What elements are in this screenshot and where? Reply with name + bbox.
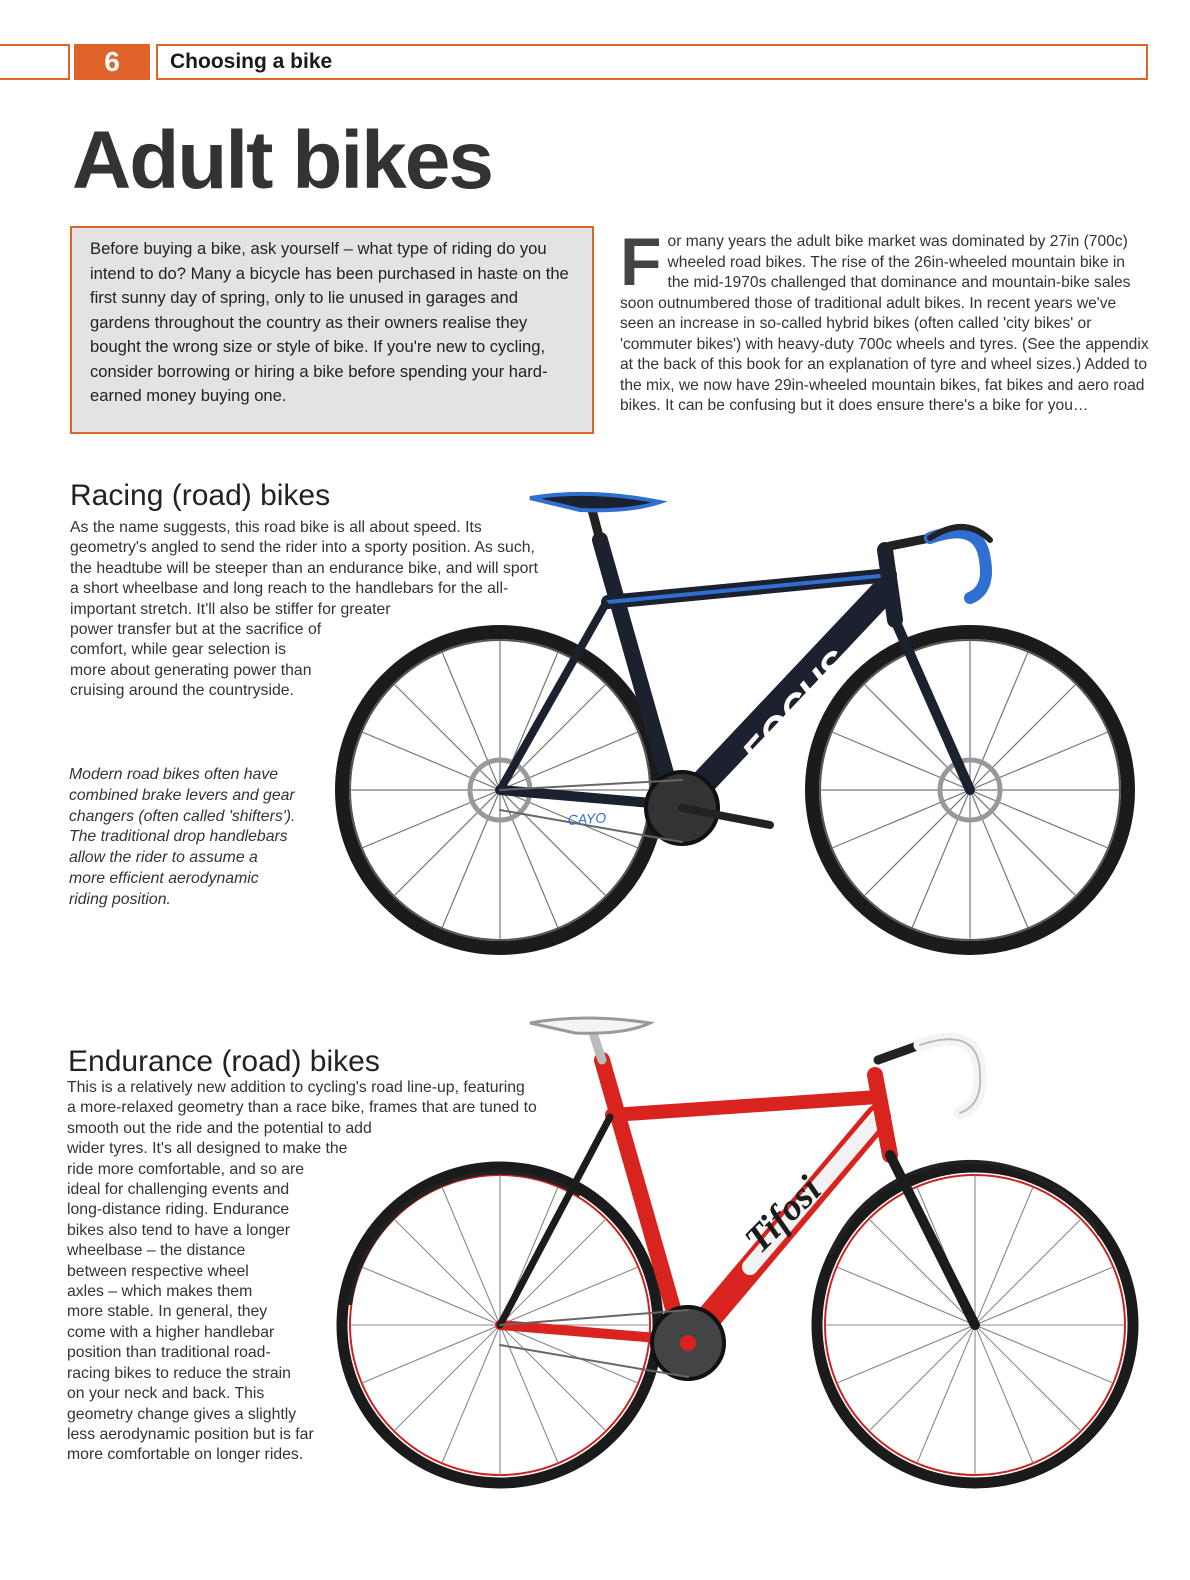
caption-line: riding position. [69,890,171,908]
endurance-line: ideal for challenging events and [67,1181,290,1199]
caption-line: The traditional drop handlebars [69,828,288,846]
racing-heading: Racing (road) bikes [70,479,331,512]
endurance-line: between respective wheel [67,1262,249,1280]
endurance-line: axles – which makes them [67,1283,253,1301]
racing-line: the headtube will be steeper than an endurance bike, and will sport [70,559,539,577]
endurance-heading: Endurance (road) bikes [68,1045,380,1078]
seat-tube [602,1060,682,1340]
caption-line: allow the rider to assume a [69,849,258,867]
endurance-bike-image [330,1005,1150,1505]
page-title: Adult bikes [72,115,492,206]
caption-line: more efficient aerodynamic [69,869,259,887]
endurance-line: long-distance riding. Endurance [67,1201,290,1219]
head-tube [885,550,895,620]
endurance-line: geometry change gives a slightly [67,1405,297,1423]
page-number: 6 [74,44,150,80]
racing-caption [69,765,329,911]
endurance-line: position than traditional road- [67,1344,271,1362]
racing-line: a short wheelbase and long reach to the handlebars for the all- [70,580,509,598]
endurance-line: come with a higher handlebar [67,1323,275,1341]
racing-line: geometry's angled to send the rider into a sporty position. As such, [70,539,535,557]
frame-brand-text: Tifosi [736,1168,830,1262]
endurance-line: ride more comfortable, and so are [67,1160,305,1178]
endurance-line: This is a relatively new addition to cycling's road line-up, featuring [67,1079,525,1096]
endurance-line: less aerodynamic position but is far [67,1425,314,1443]
top-tube [612,1097,878,1115]
caption-line: combined brake levers and gear [69,786,295,804]
saddle [530,494,660,511]
caption-line: changers (often called 'shifters'). [69,807,296,825]
lead-text: or many years the adult bike market was dominated by 27in (700c) wheeled road bikes. The rise of the 26in-wheeled mountain bike in the mid-1970s challenged that dominance and mountain-bike sales soon outnumbered those of traditional adult bikes. In recent years we've seen an increase in so-called hybrid bikes (often called 'city bikes' or 'commuter bikes') with heavy-duty 700c wheels and tyres. (See the appendix at the back of this book for an explanation of tyre and wheel sizes.) Added to the mix, we now have 29in-wheeled mountain bikes, fat bikes and aero road bikes. It can be confusing but it does ensure there's a bike for you… [620,233,1149,414]
endurance-line: smooth out the ride and the potential to add [67,1119,372,1137]
racing-line: cruising around the countryside. [70,682,294,700]
head-tube [875,1075,890,1155]
racing-line: more about generating power than [70,661,312,679]
intro-box: Before buying a bike, ask yourself – what type of riding do you intend to do? Many a bicycle has been purchased in haste on the first sunny day of spring, only to lie unused in garages and gardens throughout the country as their owners realise they bought the wrong size or style of bike. If you're new to cycling, consider borrowing or hiring a bike before spending your hard-earned money buying one. [70,226,594,434]
frame-model-text: CAYO [567,809,607,828]
racing-line: power transfer but at the sacrifice of [70,621,322,639]
handlebar-tape [930,532,986,598]
drop-cap: F [620,224,662,300]
seatstay [500,1117,610,1325]
endurance-line: racing bikes to reduce the strain [67,1364,291,1382]
endurance-line: wheelbase – the distance [67,1242,246,1260]
handlebar-tape [920,1039,980,1113]
header-left-rule [0,44,70,80]
endurance-line: on your neck and back. This [67,1385,265,1403]
endurance-line: more comfortable on longer rides. [67,1446,304,1464]
lead-paragraph [620,224,1150,417]
caption-line: Modern road bikes often have [69,766,279,783]
endurance-line: wider tyres. It's all designed to make the [67,1140,348,1158]
racing-line: important stretch. It'll also be stiffer for greater [70,600,391,618]
endurance-line: more stable. In general, they [67,1303,268,1321]
section-title: Choosing a bike [156,44,1148,80]
racing-bike-image [330,480,1150,970]
frame-brand-text: FOCUS [733,642,861,777]
racing-line: As the name suggests, this road bike is all about speed. Its [70,519,482,536]
racing-line: comfort, while gear selection is [70,641,286,659]
saddle [530,1018,650,1033]
endurance-line: bikes also tend to have a longer [67,1221,291,1239]
endurance-line: a more-relaxed geometry than a race bike, frames that are tuned to [67,1099,537,1117]
